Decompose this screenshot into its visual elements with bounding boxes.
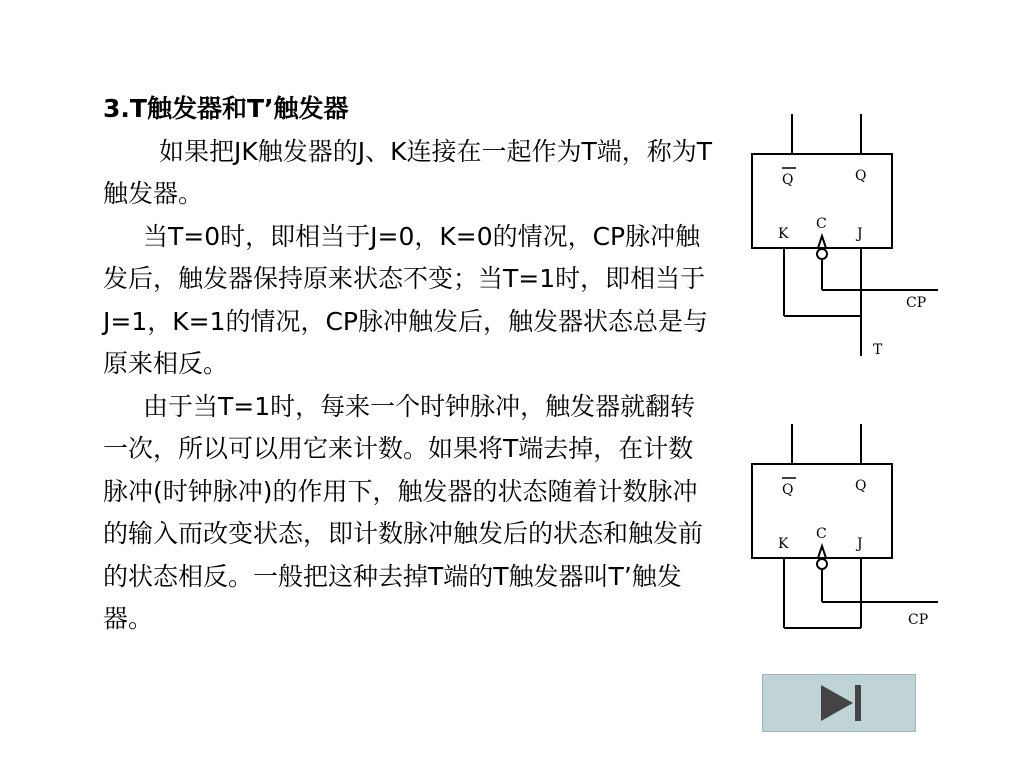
paragraph-t-definition: 如果把JK触发器的J、K连接在一起作为T端，称为T触发器。	[103, 136, 713, 208]
play-triangle-icon	[821, 685, 853, 721]
cp-label: CP	[906, 295, 927, 311]
clock-inversion-bubble	[817, 559, 827, 569]
q-bar-label: Q	[782, 172, 794, 188]
clock-triangle	[818, 546, 826, 558]
slide-title: 3.T触发器和T’触发器	[103, 94, 349, 123]
c-label: C	[816, 216, 827, 232]
clock-inversion-bubble	[817, 249, 827, 259]
q-bar-label: Q	[782, 482, 794, 498]
paragraph-t-behavior: 当T=0时，即相当于J=0，K=0的情况，CP脉冲触发后，触发器保持原来状态不变；当T=1时，即相当于J=1，K=1的情况，CP脉冲触发后，触发器状态总是与原来相反。	[103, 221, 709, 378]
q-label: Q	[855, 478, 867, 494]
cp-label: CP	[908, 612, 929, 628]
q-label: Q	[855, 168, 867, 184]
t-prime-flipflop-circuit	[740, 418, 940, 640]
j-label: J	[857, 536, 863, 552]
end-bar-icon	[855, 685, 861, 721]
next-slide-button[interactable]	[762, 674, 916, 732]
clock-triangle	[818, 236, 826, 248]
c-label: C	[816, 526, 827, 542]
t-prime-flipflop-diagram	[740, 418, 940, 640]
k-label: K	[778, 226, 789, 242]
paragraph-t-prime-definition: 由于当T=1时，每来一个时钟脉冲，触发器就翻转一次，所以可以用它来计数。如果将T端去掉，在计数脉冲(时钟脉冲)的作用下，触发器的状态随着计数脉冲的输入而改变状态，即计数脉冲触发后的状态和触发前的状态相反。一般把这种去掉T端的T触发器叫T’触发器。	[103, 391, 704, 633]
t-flipflop-diagram	[740, 108, 940, 364]
t-label: T	[873, 342, 883, 358]
skip-next-icon	[763, 675, 915, 731]
k-label: K	[778, 536, 789, 552]
slide-text	[103, 88, 718, 641]
j-label: J	[857, 226, 863, 242]
t-flipflop-circuit	[740, 108, 940, 364]
